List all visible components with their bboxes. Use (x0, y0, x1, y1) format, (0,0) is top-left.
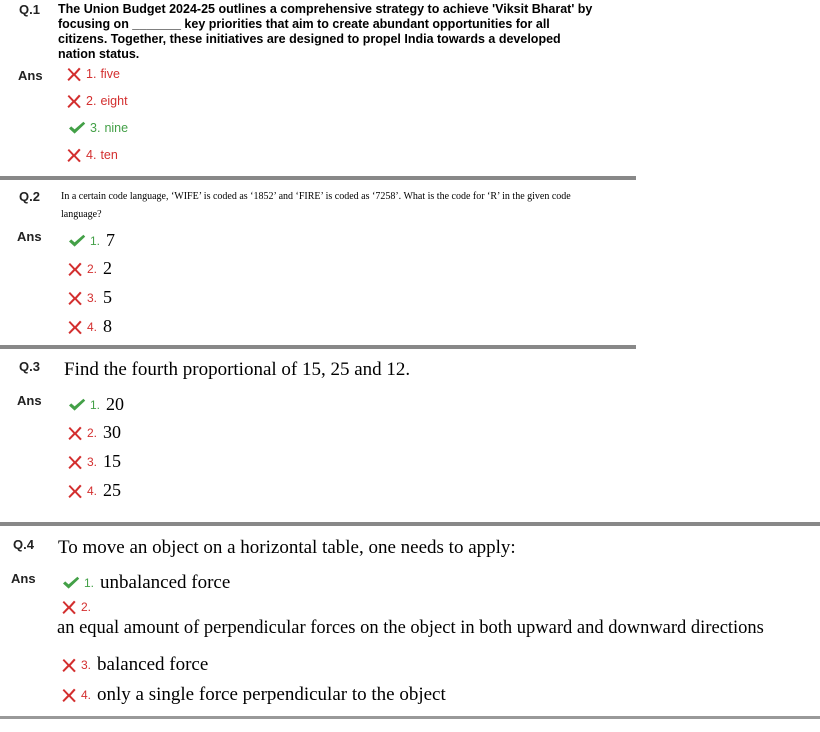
option-text: 30 (103, 422, 122, 442)
question-number: Q.1 (19, 2, 40, 17)
option-text: five (100, 67, 120, 81)
check-icon (62, 576, 80, 590)
question-number: Q.4 (13, 537, 34, 552)
question-text: To move an object on a horizontal table, one needs to apply: (58, 537, 516, 558)
option-number: 3. (87, 290, 98, 305)
cross-icon (67, 454, 83, 470)
answer-label: Ans (17, 393, 42, 408)
separator (0, 345, 636, 349)
separator (0, 716, 820, 719)
option-text: 7 (106, 230, 116, 250)
option-text: an equal amount of perpendicular forces on the object in both upward and downward directions (57, 618, 764, 638)
option-text: 2 (103, 258, 113, 278)
option-text: 15 (103, 451, 122, 471)
cross-icon (66, 147, 82, 163)
cross-icon (61, 657, 77, 673)
option-number: 1. (86, 67, 97, 81)
option (67, 480, 121, 501)
question-text: Find the fourth proportional of 15, 25 and 12. (64, 359, 411, 380)
answer-label: Ans (17, 229, 42, 244)
option (66, 147, 118, 163)
option-text: 20 (106, 394, 125, 414)
option-text: only a single force perpendicular to the object (97, 684, 446, 705)
check-icon (68, 398, 86, 412)
option-number: 3. (90, 121, 101, 135)
question-number: Q.3 (19, 359, 40, 374)
option-text: unbalanced force (100, 572, 231, 593)
separator (0, 176, 636, 180)
option-number: 2. (87, 425, 98, 440)
cross-icon (66, 66, 82, 82)
option (67, 422, 121, 443)
cross-icon (67, 483, 83, 499)
check-icon (68, 121, 86, 135)
option-number: 4. (87, 319, 98, 334)
answer-label: Ans (11, 571, 36, 586)
cross-icon (61, 599, 77, 615)
option-number: 4. (81, 688, 92, 702)
option-number: 1. (84, 576, 95, 590)
cross-icon (66, 93, 82, 109)
option-number: 2. (81, 600, 92, 614)
option (62, 572, 230, 594)
option-number: 4. (87, 483, 98, 498)
answer-label: Ans (18, 68, 43, 83)
option (67, 316, 112, 337)
option (68, 230, 115, 251)
cross-icon (67, 261, 83, 277)
option (66, 66, 120, 82)
cross-icon (61, 687, 77, 703)
option-number: 4. (86, 148, 97, 162)
question-number: Q.2 (19, 189, 40, 204)
option (68, 121, 128, 135)
option (67, 287, 112, 308)
option-text: eight (100, 94, 128, 108)
option-text: balanced force (97, 654, 209, 675)
option-number: 1. (90, 397, 101, 412)
check-icon (68, 234, 86, 248)
option-number: 3. (81, 658, 92, 672)
option-number: 3. (87, 454, 98, 469)
option-number: 1. (90, 233, 101, 248)
cross-icon (67, 290, 83, 306)
option (66, 93, 128, 109)
option-text: 25 (103, 480, 122, 500)
option-text: ten (100, 148, 118, 162)
option (67, 451, 121, 472)
question-text: The Union Budget 2024-25 outlines a comprehensive strategy to achieve 'Viksit Bharat' by focusing on _______ key priorities that aim to create abundant opportunities for all citizens. Together, these initiatives are designed to propel India towards a developed nation status. (58, 2, 593, 61)
option (61, 599, 97, 615)
option (61, 684, 446, 706)
option (68, 394, 124, 415)
question-text: In a certain code language, ‘WIFE’ is coded as ‘1852’ and ‘FIRE’ is coded as ‘7258’. What is the code for ‘R’ in the given code language? (61, 191, 571, 220)
option-text: 5 (103, 287, 113, 307)
option (67, 258, 112, 279)
option-number: 2. (86, 94, 97, 108)
option-text: 8 (103, 316, 113, 336)
option-number: 2. (87, 261, 98, 276)
cross-icon (67, 425, 83, 441)
separator (0, 522, 820, 526)
option (61, 654, 208, 676)
cross-icon (67, 319, 83, 335)
option-text: nine (104, 121, 129, 135)
